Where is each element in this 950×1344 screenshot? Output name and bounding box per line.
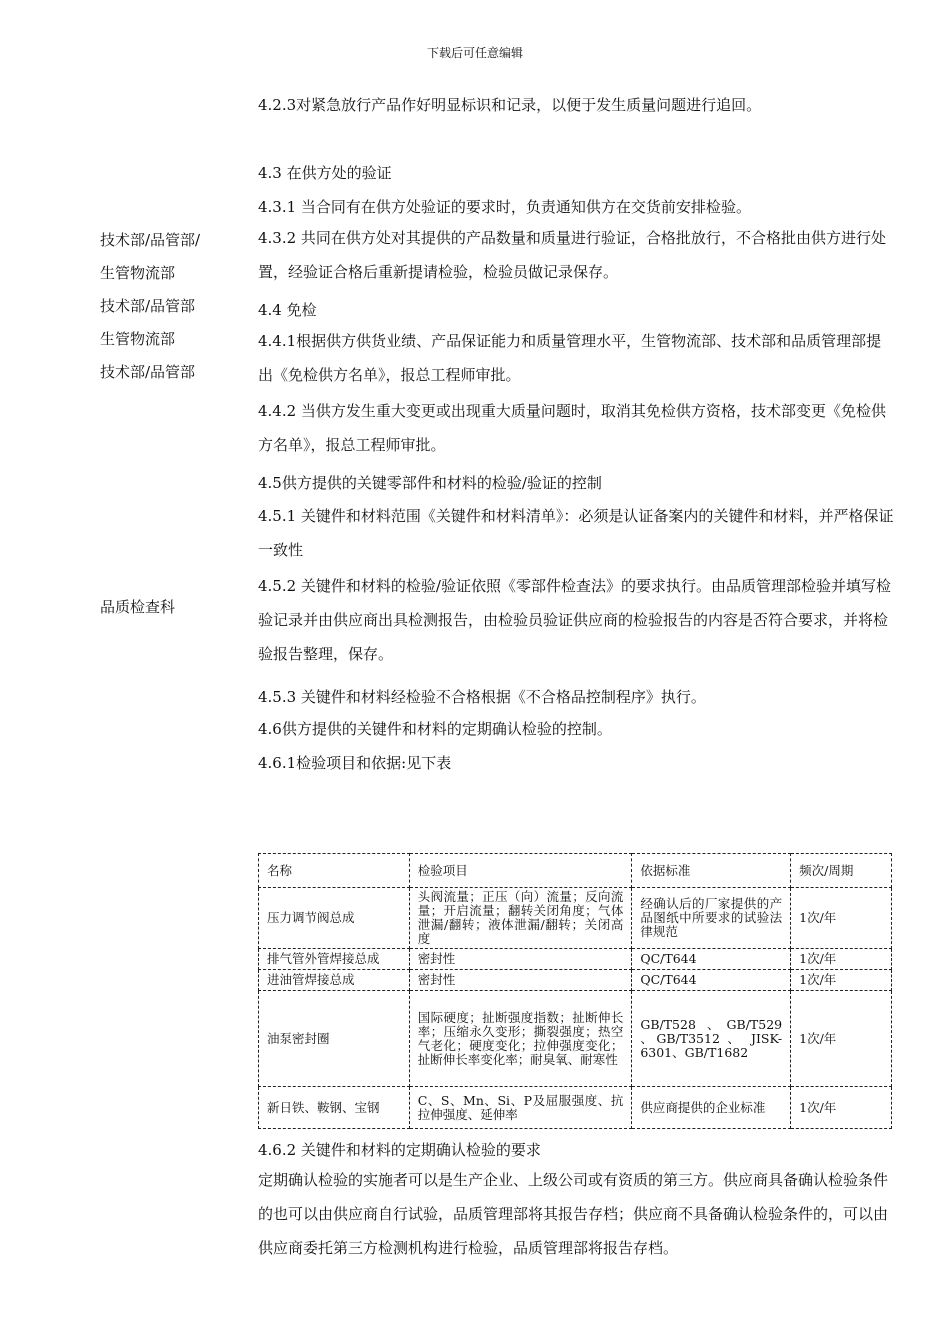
table-cell: 密封性: [409, 949, 632, 970]
final-paragraph: 定期确认检验的实施者可以是生产企业、上级公司或有资质的第三方。供应商具备确认检验条件的也可以由供应商自行试验，品质管理部将其报告存档；供应商不具备确认检验条件的，可以由供应商委托第三方检测机构进行检验，品质管理部将报告存档。: [258, 1171, 889, 1257]
table-cell: 1次/年: [791, 888, 892, 949]
section-4-4-1: 4.4.1根据供方供货业绩、产品保证能力和质量管理水平，生管物流部、技术部和品质管理部提出《免检供方名单》，报总工程师审批。: [258, 332, 882, 384]
section-4-4-2: 4.4.2 当供方发生重大变更或出现重大质量问题时，取消其免检供方资格，技术部变更《免检供方名单》，报总工程师审批。: [258, 402, 886, 454]
table-cell: 排气管外管焊接总成: [259, 949, 410, 970]
table-cell: 密封性: [409, 970, 632, 991]
section-4-5-2: 4.5.2 关键件和材料的检验/验证依照《零部件检查法》的要求执行。由品质管理部检验并填写检验记录并由供应商出具检测报告，由检验员验证供应商的检验报告的内容是否符合要求，并将检验报告整理，保存。: [258, 577, 891, 663]
table-cell: 进油管焊接总成: [259, 970, 410, 991]
table-row: [259, 949, 892, 970]
dept-label-2: 生管物流部: [100, 264, 176, 282]
table-cell: 油泵密封圈: [259, 991, 410, 1087]
section-4-3-1: 4.3.1 当合同有在供方处验证的要求时，负责通知供方在交货前安排检验。: [258, 198, 751, 216]
table-cell: 1次/年: [791, 991, 892, 1087]
table-cell: 1次/年: [791, 1087, 892, 1129]
table-cell: QC/T644: [632, 970, 791, 991]
table-row: [259, 970, 892, 991]
section-4-6-2: 4.6.2 关键件和材料的定期确认检验的要求: [258, 1141, 541, 1159]
table-cell: 经确认后的厂家提供的产品图纸中所要求的试验法律规范: [632, 888, 791, 949]
section-4-6-heading: 4.6供方提供的关键件和材料的定期确认检验的控制。: [258, 720, 612, 738]
section-4-2-3: 4.2.3对紧急放行产品作好明显标识和记录，以便于发生质量问题进行追回。: [258, 96, 762, 114]
table-header-cell: 名称: [259, 854, 410, 888]
section-4-3-2: 4.3.2 共同在供方处对其提供的产品数量和质量进行验证，合格批放行，不合格批由供方进行处置，经验证合格后重新提请检验，检验员做记录保存。: [258, 229, 886, 281]
table-cell: 压力调节阀总成: [259, 888, 410, 949]
dept-label-5: 技术部/品管部: [100, 363, 196, 381]
inspection-table: [258, 853, 892, 1129]
table-row: [259, 888, 892, 949]
section-4-5-heading: 4.5供方提供的关键零部件和材料的检验/验证的控制: [258, 474, 602, 492]
table-row: [259, 1087, 892, 1129]
table-header-cell: 依据标准: [632, 854, 791, 888]
table-cell: QC/T644: [632, 949, 791, 970]
section-4-5-3: 4.5.3 关键件和材料经检验不合格根据《不合格品控制程序》执行。: [258, 688, 706, 706]
table-cell: GB/T528 、GB/T529 、GB/T3512 、 JISK-6301、GB/T1682: [632, 991, 791, 1087]
table-cell: 1次/年: [791, 949, 892, 970]
page-header: 下载后可任意编辑: [426, 46, 523, 60]
section-4-3-heading: 4.3 在供方处的验证: [258, 164, 392, 182]
table-cell: 头阀流量；正压（向）流量；反向流量；开启流量；翻转关闭角度；气体泄漏/翻转；液体泄漏/翻转；关闭高度: [409, 888, 632, 949]
dept-label-1: 技术部/品管部/: [100, 231, 201, 249]
table-cell: 国际硬度；扯断强度指数；扯断伸长率；压缩永久变形；撕裂强度；热空气老化；硬度变化；拉伸强度变化；扯断伸长率变化率；耐臭氧、耐寒性: [409, 991, 632, 1087]
dept-label-6: 品质检查科: [100, 598, 176, 616]
dept-label-3: 技术部/品管部: [100, 297, 196, 315]
table-cell: 新日铁、鞍钢、宝钢: [259, 1087, 410, 1129]
dept-label-4: 生管物流部: [100, 330, 176, 348]
table-row: [259, 991, 892, 1087]
section-4-4-heading: 4.4 免检: [258, 301, 317, 319]
table-cell: 供应商提供的企业标准: [632, 1087, 791, 1129]
section-4-6-1: 4.6.1检验项目和依据:见下表: [258, 754, 452, 772]
table-cell: 1次/年: [791, 970, 892, 991]
table-cell: C、S、Mn、Si、P及屈服强度、抗拉伸强度、延伸率: [409, 1087, 632, 1129]
table-header-cell: 检验项目: [409, 854, 632, 888]
table-header-row: [259, 854, 892, 888]
table-header-cell: 频次/周期: [791, 854, 892, 888]
section-4-5-1: 4.5.1 关键件和材料范围《关键件和材料清单》：必须是认证备案内的关键件和材料，并严格保证一致性: [258, 507, 894, 559]
